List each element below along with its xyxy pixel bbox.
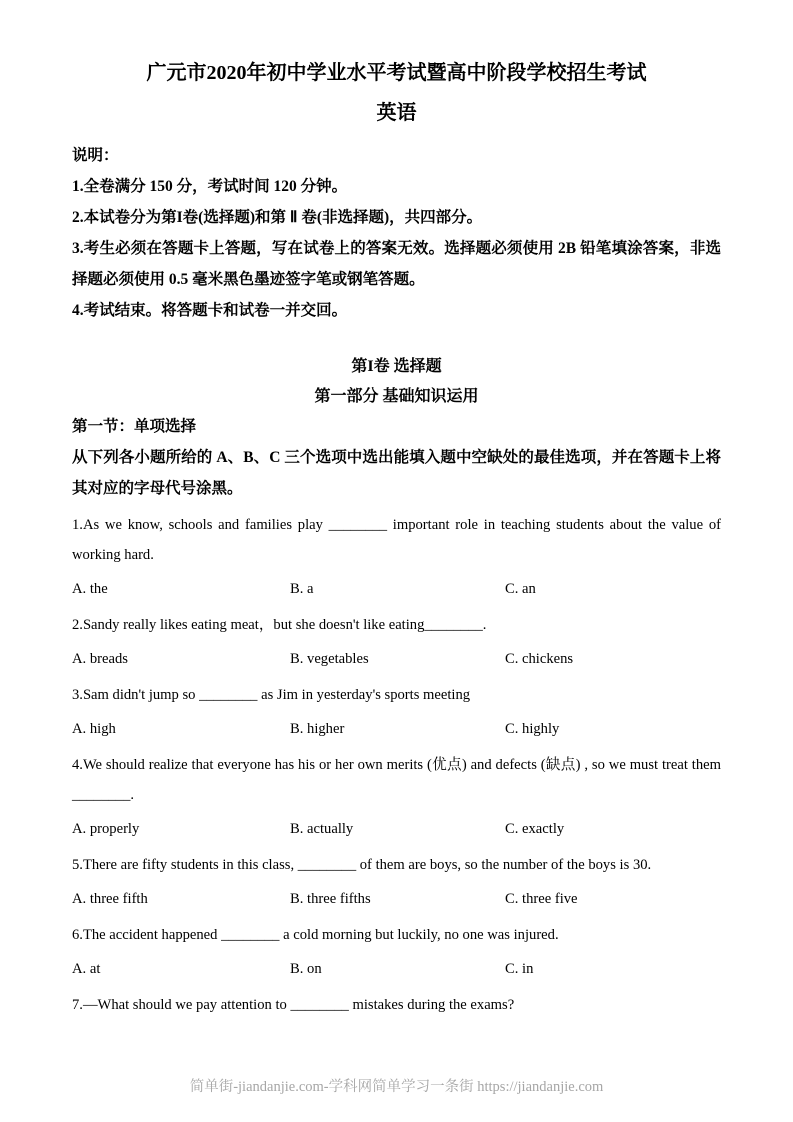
option-b: B. vegetables [290,651,369,667]
question-3 [72,680,721,744]
option-b: B. on [290,961,322,977]
option-c: C. highly [505,721,560,737]
option-b: B. three fifths [290,891,371,907]
option-a: A. at [72,961,101,977]
option-a: A. properly [72,821,140,837]
question-stem: 2.Sandy really likes eating meat，but she doesn't like eating________. [72,617,487,633]
option-a: A. high [72,721,116,737]
question-options [72,574,721,604]
part-heading: 第一部分 基础知识运用 [314,388,479,405]
question-stem: 4.We should realize that everyone has his or her own merits (优点) and defects (缺点) , so we must treat them ________. [72,757,721,803]
section-directions: 从下列各小题所给的 A、B、C 三个选项中选出能填入题中空缺处的最佳选项，并在答题卡上将其对应的字母代号涂黑。 [72,449,721,497]
question-6 [72,920,721,984]
question-stem: 1.As we know, schools and families play ________ important role in teaching students about the value of working hard. [72,517,721,563]
option-c: C. exactly [505,821,565,837]
exam-subject: 英语 [376,102,417,124]
question-5 [72,850,721,914]
instructions-section [72,140,721,326]
question-stem: 6.The accident happened ________ a cold morning but luckily, no one was injured. [72,927,559,943]
footer-watermark: 简单街-jiandanjie.com-学科网简单学习一条街 https://jiandanjie.com [189,1079,604,1095]
option-c: C. chickens [505,651,574,667]
option-a: A. breads [72,651,128,667]
option-c: C. in [505,961,534,977]
question-options [72,644,721,674]
option-b: B. actually [290,821,354,837]
instruction-item-3: 3.考生必须在答题卡上答题，写在试卷上的答案无效。选择题必须使用 2B 铅笔填涂答案，非选择题必须使用 0.5 毫米黑色墨迹签字笔或钢笔答题。 [72,240,721,288]
option-b: B. a [290,581,314,597]
option-c: C. three five [505,891,578,907]
instruction-item-4: 4.考试结束。将答题卡和试卷一并交回。 [72,302,348,319]
option-c: C. an [505,581,536,597]
question-options [72,954,721,984]
option-b: B. higher [290,721,345,737]
question-options [72,714,721,744]
question-stem: 7.—What should we pay attention to ________ mistakes during the exams? [72,997,515,1013]
question-2 [72,610,721,674]
exam-title: 广元市2020年初中学业水平考试暨高中阶段学校招生考试 [146,62,647,84]
question-4 [72,750,721,844]
question-options [72,884,721,914]
instruction-item-2: 2.本试卷分为第I卷(选择题)和第 Ⅱ 卷(非选择题)，共四部分。 [72,209,483,226]
subsection-heading: 第一节：单项选择 [72,418,197,435]
instructions-heading: 说明： [72,147,119,164]
option-a: A. the [72,581,108,597]
question-options [72,814,721,844]
question-7 [72,990,721,1020]
option-a: A. three fifth [72,891,148,907]
volume-heading: 第I卷 选择题 [351,358,442,375]
question-stem: 3.Sam didn't jump so ________ as Jim in yesterday's sports meeting [72,687,471,703]
instruction-item-1: 1.全卷满分 150 分，考试时间 120 分钟。 [72,178,348,195]
question-stem: 5.There are fifty students in this class, ________ of them are boys, so the number of the boys is 30. [72,857,652,873]
question-1 [72,510,721,604]
